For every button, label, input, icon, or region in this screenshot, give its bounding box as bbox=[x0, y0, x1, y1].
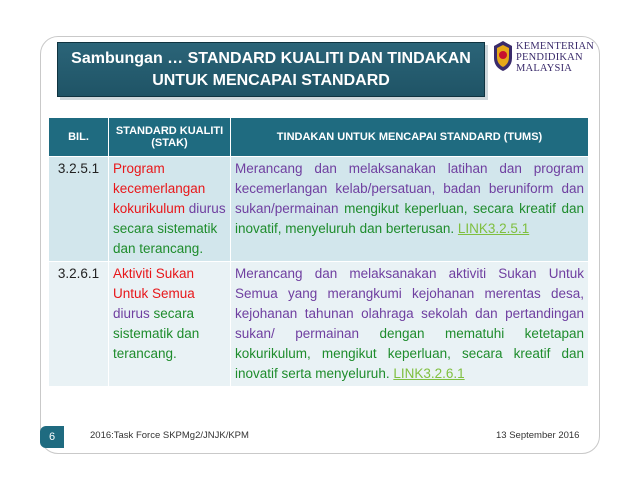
logo-line-3: MALAYSIA bbox=[516, 63, 573, 74]
cell-bil: 3.2.5.1 bbox=[49, 157, 109, 262]
tums-manner: dengan mematuhi ketetapan kokurikulum, mengikut keperluan, secara kreatif dan inovatif serta menyeluruh. bbox=[235, 326, 584, 381]
cell-tums bbox=[231, 262, 589, 387]
logo-text bbox=[516, 41, 594, 74]
slide-title bbox=[57, 42, 485, 97]
cell-stak bbox=[109, 157, 231, 262]
stak-subject: Aktiviti Sukan Untuk Semua bbox=[113, 266, 195, 301]
stak-verb: diurus bbox=[188, 201, 226, 216]
table-header-row bbox=[49, 118, 589, 157]
table-row bbox=[49, 262, 589, 387]
header-bil: BIL. bbox=[49, 118, 109, 157]
kpm-logo bbox=[492, 40, 602, 80]
stak-manner: secara sistematik dan terancang. bbox=[113, 306, 200, 361]
crest-icon bbox=[492, 40, 514, 72]
footer-credit: 2016:Task Force SKPMg2/JNJK/KPM bbox=[90, 430, 249, 441]
header-stak-line-1: STANDARD KUALITI bbox=[115, 125, 224, 137]
standards-table bbox=[48, 117, 589, 387]
cell-stak bbox=[109, 262, 231, 387]
header-stak bbox=[109, 118, 231, 157]
logo-line-2: PENDIDIKAN bbox=[516, 52, 583, 63]
page-number: 6 bbox=[40, 426, 64, 448]
logo-line-1: KEMENTERIAN bbox=[516, 41, 595, 52]
tums-manner: mengikut keperluan, secara kreatif dan inovatif, menyeluruh dan berterusan. bbox=[235, 201, 584, 236]
cell-bil: 3.2.6.1 bbox=[49, 262, 109, 387]
stak-manner: secara sistematik dan terancang. bbox=[113, 221, 218, 256]
footer-date: 13 September 2016 bbox=[496, 430, 580, 441]
title-line-1: Sambungan … STANDARD KUALITI DAN TINDAKAN bbox=[71, 50, 471, 67]
tums-action: Merancang dan melaksanakan aktiviti Sukan Untuk Semua yang merangkumi kejohanan merentas desa, kejohanan tahunan olahraga sekolah dan pertandingan sukan/ permainan bbox=[235, 266, 584, 341]
header-stak-line-2: (STAK) bbox=[151, 137, 188, 149]
header-tums: TINDAKAN UNTUK MENCAPAI STANDARD (TUMS) bbox=[231, 118, 589, 157]
tums-action: Merancang dan melaksanakan latihan dan program kecemerlangan kelab/persatuan, badan beruniform dan sukan/permainan bbox=[235, 161, 584, 216]
stak-subject: Program kecemerlangan kokurikulum bbox=[113, 161, 206, 216]
evidence-link[interactable]: LINK3.2.6.1 bbox=[393, 366, 465, 381]
stak-verb: diurus bbox=[113, 306, 150, 321]
table-row bbox=[49, 157, 589, 262]
evidence-link[interactable]: LINK3.2.5.1 bbox=[457, 221, 530, 236]
cell-tums bbox=[231, 157, 589, 262]
title-line-2: UNTUK MENCAPAI STANDARD bbox=[152, 72, 390, 89]
